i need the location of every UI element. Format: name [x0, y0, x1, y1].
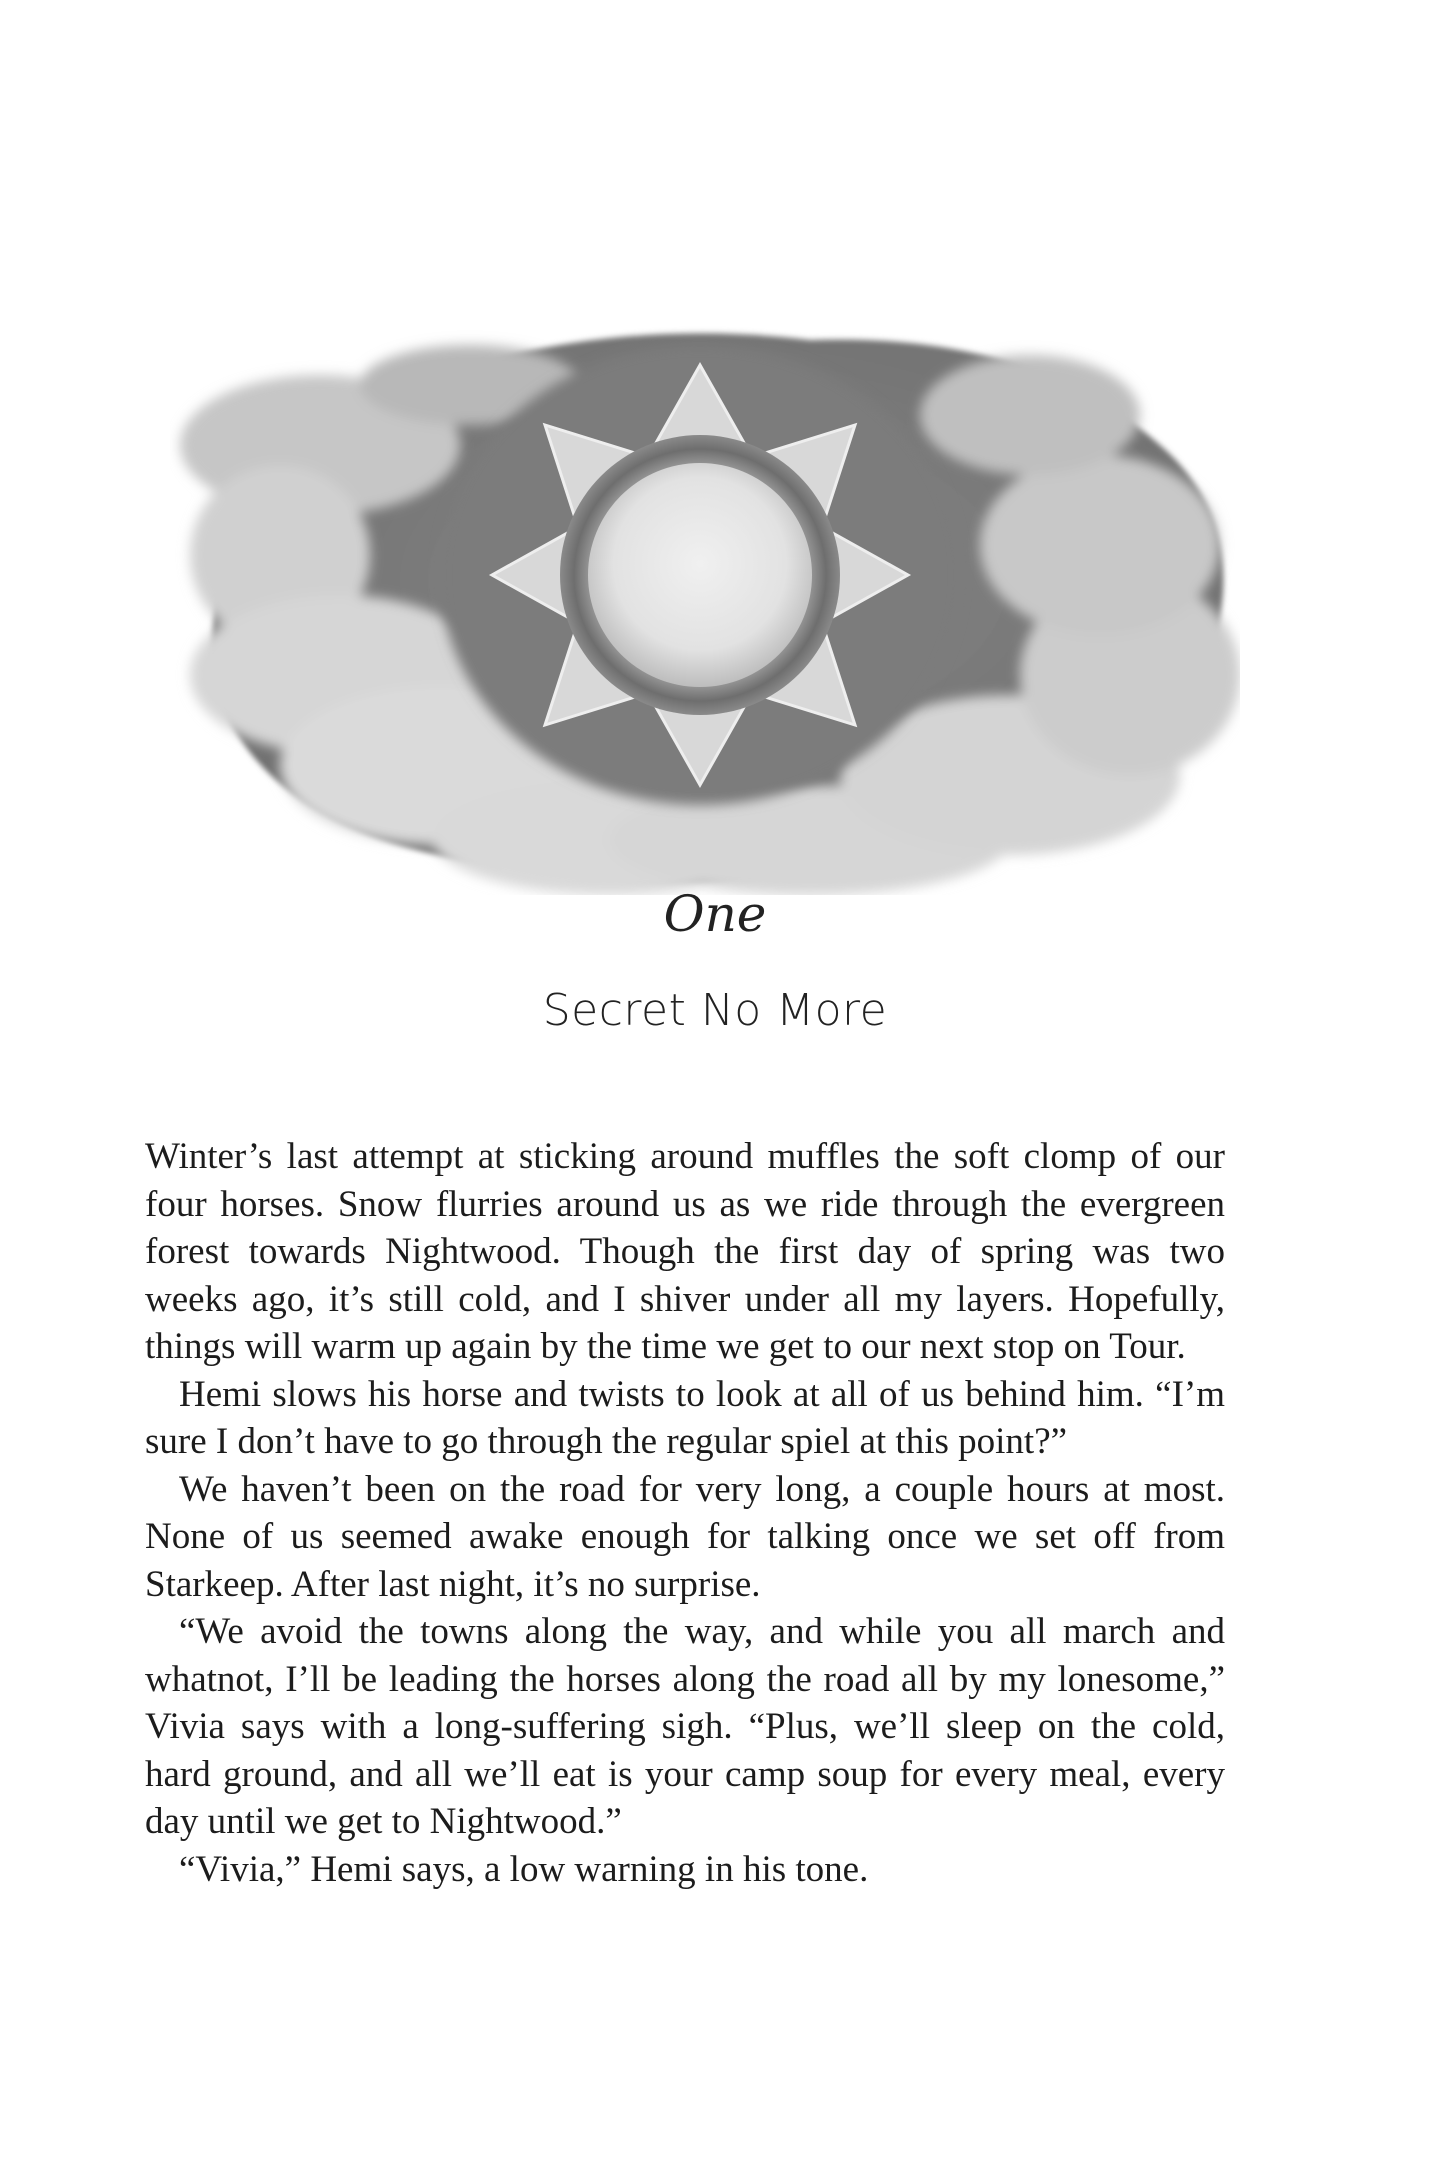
sun-clouds-illustration — [170, 295, 1240, 895]
chapter-title: Secret No More — [542, 985, 888, 1036]
sun-icon — [492, 365, 908, 785]
paragraph: “We avoid the towns along the way, and while you all march and whatnot, I’ll be leading the horses along the road all by my lonesome,” Vivia says with a long-suffering sigh. “Plus, we’ll sleep on the cold, hard ground, and all we’ll eat is your camp soup for every meal, every day until we get to Nightwood.” — [145, 1611, 1225, 1842]
paragraph: “Vivia,” Hemi says, a low warning in his tone. — [179, 1848, 869, 1890]
chapter-number: One — [663, 885, 767, 943]
paragraph: Hemi slows his horse and twists to look at all of us behind him. “I’m sure I don’t have to go through the regular spiel at this point?” — [145, 1373, 1225, 1462]
paragraph: We haven’t been on the road for very long, a couple hours at most. None of us seemed awake enough for talking once we set off from Starkeep. After last night, it’s no surprise. — [145, 1468, 1225, 1605]
paragraph: Winter’s last attempt at sticking around muffles the soft clomp of our four horses. Snow flurries around us as we ride through the evergreen forest towards Nightwood. Though the first day of spring was two weeks ago, it’s still cold, and I shiver under all my layers. Hopefully, things will warm up again by the time we get to our next stop on Tour. — [145, 1136, 1225, 1367]
chapter-body — [145, 1133, 1225, 1893]
